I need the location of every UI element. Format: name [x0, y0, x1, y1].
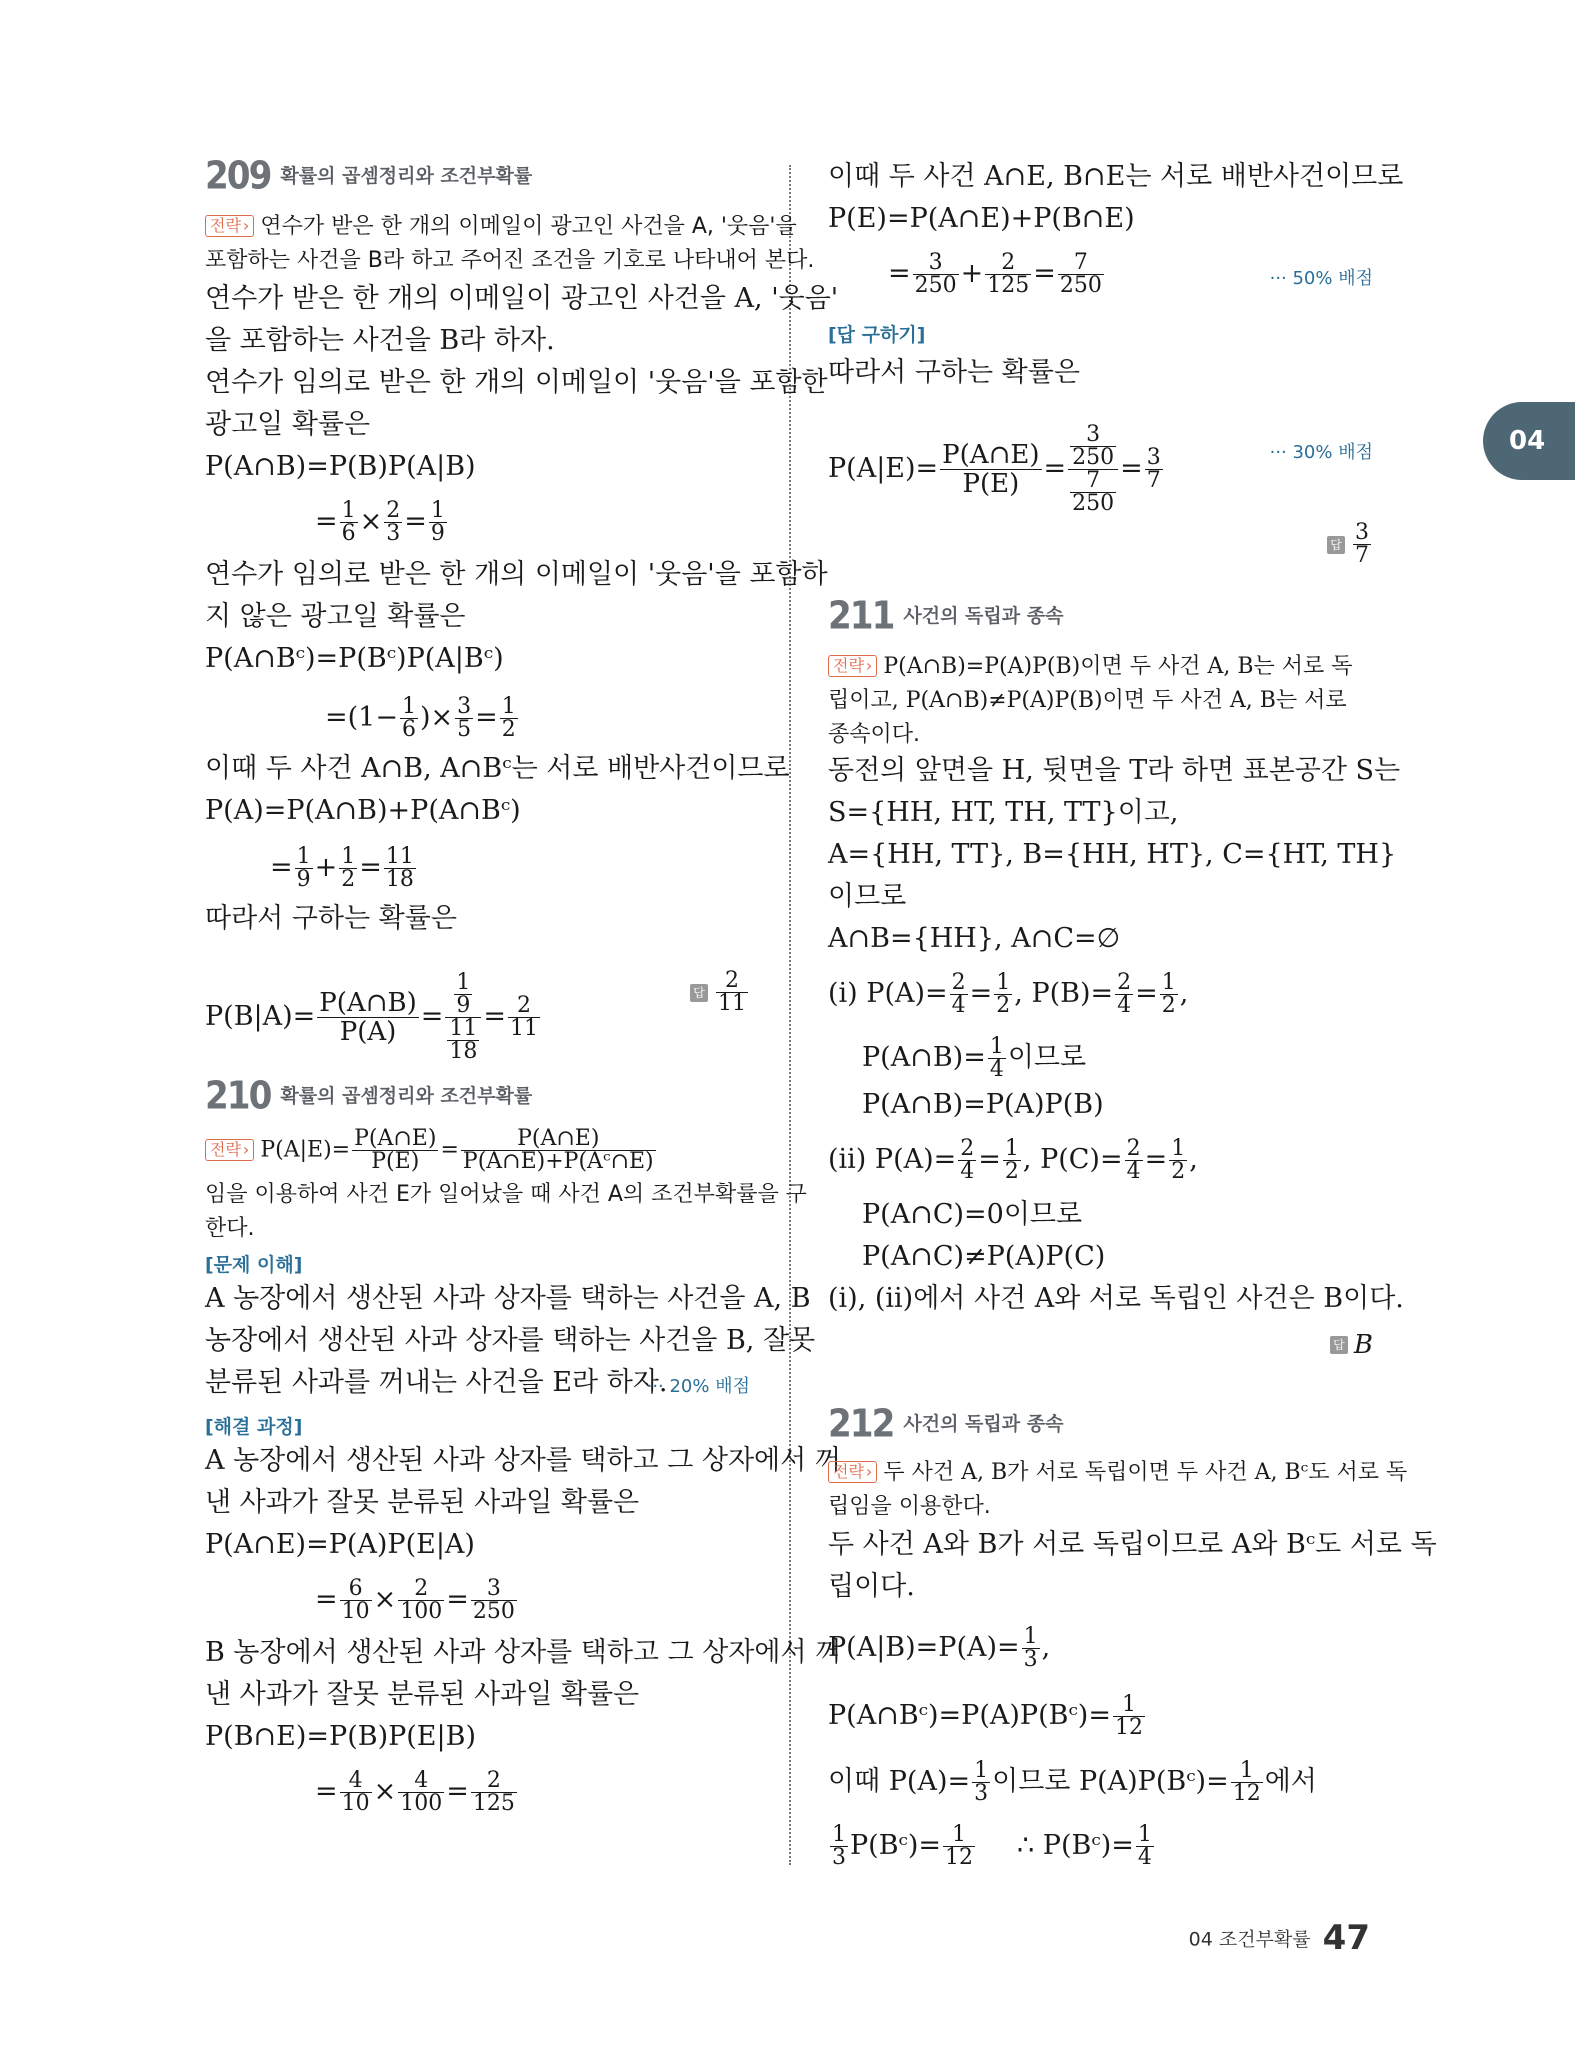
fraction: $\frac{3}{250}$	[914, 250, 957, 298]
strategy-text: 포함하는 사건을 B라 하고 주어진 조건을 기호로 나타내어 본다.	[205, 248, 815, 273]
strategy-line: 전략 › P(A|E)= $\frac{P(A\cap E)}{P(E)}$ = $\frac{P(A\cap E)}{\text{P(A∩E)+P(Aᶜ∩E)}}$	[205, 1128, 658, 1173]
footer-chapter: 04 조건부확률	[1188, 1928, 1311, 1951]
fraction: $\frac{7}{250}$	[1072, 468, 1115, 516]
fraction: $\frac{11}{18}$	[385, 844, 414, 892]
score-label: ··· 50% 배점	[1269, 268, 1373, 289]
answer-icon: 답	[1327, 536, 1345, 554]
equation: (ii) P(A)= $\frac{2}{4}$ = $\frac{1}{2}$ , P(C)= $\frac{2}{4}$ = $\frac{1}{2}$ ,	[828, 1136, 1198, 1184]
equation: = $\frac{1}{9}$ + $\frac{1}{2}$ = $\frac{11}{18}$	[270, 844, 414, 892]
strategy-line: 전략 › 두 사건 A, B가 서로 독립이면 두 사건 A, Bᶜ도 서로 독	[828, 1458, 1407, 1488]
equation: P(A)=P(A∩B)+P(A∩Bᶜ)	[205, 795, 521, 826]
equation: A∩B={HH}, A∩C=∅	[828, 923, 1121, 954]
answer-210	[1327, 522, 1373, 567]
fraction: $\frac{2}{4}$	[1126, 1136, 1141, 1184]
strategy-text: 립이고, P(A∩B)≠P(A)P(B)이면 두 사건 A, B는 서로	[828, 688, 1347, 713]
equation: P(A∩B)=P(A)P(B)	[862, 1089, 1104, 1120]
equation: (i) P(A)= $\frac{2}{4}$ = $\frac{1}{2}$ , P(B)= $\frac{2}{4}$ = $\frac{1}{2}$ ,	[828, 970, 1189, 1018]
fraction: $\frac{2}{4}$	[960, 1136, 975, 1184]
problem-210-header	[205, 1073, 533, 1118]
fraction: $\frac{4}{100}$	[400, 1768, 443, 1816]
equation: P(A|B)=P(A)= $\frac{1}{3}$ ,	[828, 1624, 1051, 1672]
strategy-text: 연수가 받은 한 개의 이메일이 광고인 사건을 A, '웃음'을	[260, 214, 797, 239]
fraction: $\frac{3}{250}$	[1072, 422, 1115, 470]
equation: = $\frac{6}{10}$ × $\frac{2}{100}$ = $\frac{3}{250}$	[315, 1576, 515, 1624]
strategy-tag: 전략 ›	[828, 655, 877, 677]
problem-212-header	[828, 1401, 1064, 1446]
strategy-text: 종속이다.	[828, 722, 921, 747]
strategy-line	[205, 212, 797, 242]
body-text: 연수가 임의로 받은 한 개의 이메일이 '웃음'을 포함하	[205, 559, 828, 590]
step-label: [답 구하기]	[828, 324, 926, 346]
body-text: 따라서 구하는 확률은	[828, 357, 1080, 388]
body-text: 지 않은 광고일 확률은	[205, 601, 466, 632]
fraction: $\frac{1}{4}$	[1137, 1822, 1152, 1870]
answer-icon: 답	[690, 984, 708, 1002]
fraction: $\frac{P(A\cap E)}{P(E)}$	[942, 440, 1040, 499]
fraction: $\frac{2}{100}$	[400, 1576, 443, 1624]
problem-number: 210	[205, 1073, 271, 1118]
body-text: 두 사건 A와 B가 서로 독립이므로 A와 Bᶜ도 서로 독	[828, 1529, 1437, 1560]
fraction: $\frac{1}{2}$	[341, 844, 356, 892]
fraction: $\frac{2}{125}$	[472, 1768, 515, 1816]
problem-title: 사건의 독립과 종속	[903, 604, 1064, 627]
fraction: $\frac{1}{6}$	[401, 694, 416, 742]
fraction: $\frac{1}{3}$	[974, 1758, 989, 1806]
answer-211: 답 B	[1330, 1330, 1373, 1360]
problem-title: 확률의 곱셈정리와 조건부확률	[280, 164, 533, 187]
column-divider	[789, 165, 791, 1865]
fraction: $\frac{1}{9}$	[296, 844, 311, 892]
body-text: 이므로	[828, 881, 907, 912]
fraction: $\frac{2}{11}$	[510, 993, 538, 1041]
fraction: $\frac{1}{2}$	[501, 694, 516, 742]
fraction: $\frac{3}{7}$	[1355, 520, 1369, 568]
problem-209-header	[205, 153, 533, 198]
score-label: ··· 20% 배점	[646, 1376, 750, 1397]
score-label: ··· 30% 배점	[1269, 442, 1373, 463]
body-text: A={HH, TT}, B={HH, HT}, C={HT, TH}	[828, 839, 1397, 870]
answer-icon: 답	[1330, 1336, 1348, 1354]
fraction: $\frac{3}{5}$	[457, 694, 472, 742]
equation: 이때 P(A)= $\frac{1}{3}$ 이므로 P(A)P(Bᶜ)= $\frac{1}{12}$ 에서	[828, 1758, 1317, 1806]
fraction: $\frac{1}{2}$	[1004, 1136, 1019, 1184]
problem-title: 사건의 독립과 종속	[903, 1412, 1064, 1435]
fraction: $\frac{2}{4}$	[951, 970, 966, 1018]
fraction: $\frac{P(A\cap E)}{P(E)}$	[354, 1126, 437, 1174]
strategy-text: 임을 이용하여 사건 E가 일어났을 때 사건 A의 조건부확률을 구	[205, 1182, 807, 1207]
step-label: [문제 이해]	[205, 1254, 303, 1276]
answer-209	[690, 970, 750, 1015]
fraction: $\frac{6}{10}$	[341, 1576, 370, 1624]
equation: P(A∩Bᶜ)=P(Bᶜ)P(A|Bᶜ)	[205, 643, 504, 674]
fraction: $\frac{2}{11}$	[718, 968, 746, 1016]
problem-number: 209	[205, 153, 271, 198]
fraction: $\frac{4}{10}$	[341, 1768, 370, 1816]
page-number: 47	[1322, 1918, 1370, 1958]
equation: P(E)=P(A∩E)+P(B∩E)	[828, 203, 1135, 234]
body-text: 립이다.	[828, 1571, 915, 1602]
fraction: $\frac{1}{9}$	[456, 970, 471, 1018]
body-text: S={HH, HT, TH, TT}이고,	[828, 797, 1179, 828]
problem-title: 확률의 곱셈정리와 조건부확률	[280, 1084, 533, 1107]
equation: P(A∩C)≠P(A)P(C)	[862, 1241, 1106, 1272]
fraction: $\frac{P(A\cap E)}{\text{P(A∩E)+P(Aᶜ∩E)}}$	[462, 1126, 654, 1174]
fraction: $\frac{2}{125}$	[987, 250, 1030, 298]
fraction: $\frac{2}{3}$	[386, 498, 401, 546]
fraction: $\frac{2}{4}$	[1117, 970, 1132, 1018]
body-text: A 농장에서 생산된 사과 상자를 택하는 사건을 A, B	[205, 1283, 811, 1314]
chapter-tab: 04	[1483, 402, 1575, 480]
body-text: 낸 사과가 잘못 분류된 사과일 확률은	[205, 1679, 640, 1710]
step-label: [해결 과정]	[205, 1416, 303, 1438]
equation: P(A∩B)=P(B)P(A|B)	[205, 451, 476, 482]
page-footer	[1189, 1918, 1370, 1958]
fraction: $\frac{1}{2}$	[1171, 1136, 1186, 1184]
fraction: $\frac{P(A\cap B)}{P(A)}$	[319, 988, 417, 1047]
fraction: $\frac{1}{12}$	[1232, 1758, 1261, 1806]
fraction: $\frac{3}{7}$	[1146, 445, 1161, 493]
problem-211-header	[828, 593, 1064, 638]
body-text: 분류된 사과를 꺼내는 사건을 E라 하자.	[205, 1367, 668, 1398]
body-text: 이때 두 사건 A∩E, B∩E는 서로 배반사건이므로	[828, 161, 1404, 192]
body-text: 낸 사과가 잘못 분류된 사과일 확률은	[205, 1487, 640, 1518]
equation: P(A∩C)=0이므로	[862, 1199, 1083, 1230]
fraction: $\frac{1}{3}$	[1023, 1624, 1038, 1672]
body-text: 광고일 확률은	[205, 409, 371, 440]
strategy-text: 한다.	[205, 1216, 255, 1241]
body-text: B 농장에서 생산된 사과 상자를 택하고 그 상자에서 꺼	[205, 1637, 842, 1668]
equation: $\frac{1}{3}$ P(Bᶜ)= $\frac{1}{12}$ ∴ P(Bᶜ)= $\frac{1}{4}$	[832, 1822, 1152, 1870]
equation: P(B∩E)=P(B)P(E|B)	[205, 1721, 476, 1752]
body-text: 을 포함하는 사건을 B라 하자.	[205, 325, 555, 356]
body-text: (i), (ii)에서 사건 A와 서로 독립인 사건은 B이다.	[828, 1283, 1404, 1314]
body-text: 동전의 앞면을 H, 뒷면을 T라 하면 표본공간 S는	[828, 755, 1401, 786]
fraction: $\frac{1}{6}$	[341, 498, 356, 546]
equation: P(B|A)= $\frac{P(A\cap B)}{P(A)}$ = $\frac{\frac{1}{9}}{\frac{11}{18}}$ = $\frac{2}{11}$	[205, 970, 538, 1064]
problem-number: 212	[828, 1401, 894, 1446]
fraction: $\frac{1}{2}$	[996, 970, 1011, 1018]
strategy-text: 립임을 이용한다.	[828, 1494, 991, 1519]
fraction: $\frac{7}{250}$	[1059, 250, 1102, 298]
equation: P(A∩E)=P(A)P(E|A)	[205, 1529, 475, 1560]
equation: = $\frac{3}{250}$ + $\frac{2}{125}$ = $\frac{7}{250}$	[888, 250, 1102, 298]
strategy-tag: 전략 ›	[205, 1139, 254, 1161]
body-text: 연수가 임의로 받은 한 개의 이메일이 '웃음'을 포함한	[205, 367, 828, 398]
fraction: $\frac{11}{18}$	[449, 1016, 478, 1064]
body-text: A 농장에서 생산된 사과 상자를 택하고 그 상자에서 꺼	[205, 1445, 841, 1476]
fraction: $\frac{1}{3}$	[832, 1822, 846, 1870]
body-text: 이때 두 사건 A∩B, A∩Bᶜ는 서로 배반사건이므로	[205, 753, 790, 784]
strategy-line: 전략 › P(A∩B)=P(A)P(B)이면 두 사건 A, B는 서로 독	[828, 652, 1353, 682]
fraction: $\frac{1}{12}$	[945, 1822, 974, 1870]
equation: P(A|E)= $\frac{P(A\cap E)}{P(E)}$ = $\frac{\frac{3}{250}}{\frac{7}{250}}$ = $\frac{3}{7}$	[828, 422, 1161, 516]
equation: P(A∩B)= $\frac{1}{4}$ 이므로	[862, 1034, 1087, 1082]
body-text: 농장에서 생산된 사과 상자를 택하는 사건을 B, 잘못	[205, 1325, 816, 1356]
body-text: 연수가 받은 한 개의 이메일이 광고인 사건을 A, '웃음'	[205, 283, 839, 314]
fraction: $\frac{3}{250}$	[472, 1576, 515, 1624]
equation: =(1− $\frac{1}{6}$ )× $\frac{3}{5}$ = $\frac{1}{2}$	[325, 694, 516, 742]
equation: = $\frac{4}{10}$ × $\frac{4}{100}$ = $\frac{2}{125}$	[315, 1768, 515, 1816]
fraction: $\frac{1}{12}$	[1114, 1692, 1143, 1740]
problem-number: 211	[828, 593, 894, 638]
fraction: $\frac{1}{2}$	[1161, 970, 1176, 1018]
equation: P(A∩Bᶜ)=P(A)P(Bᶜ)= $\frac{1}{12}$	[828, 1692, 1143, 1740]
equation: = $\frac{1}{6}$ × $\frac{2}{3}$ = $\frac{1}{9}$	[315, 498, 445, 546]
strategy-tag: 전략 ›	[828, 1461, 877, 1483]
fraction: $\frac{1}{4}$	[989, 1034, 1004, 1082]
strategy-tag: 전략 ›	[205, 215, 254, 237]
fraction: $\frac{1}{9}$	[430, 498, 445, 546]
body-text: 따라서 구하는 확률은	[205, 903, 457, 934]
